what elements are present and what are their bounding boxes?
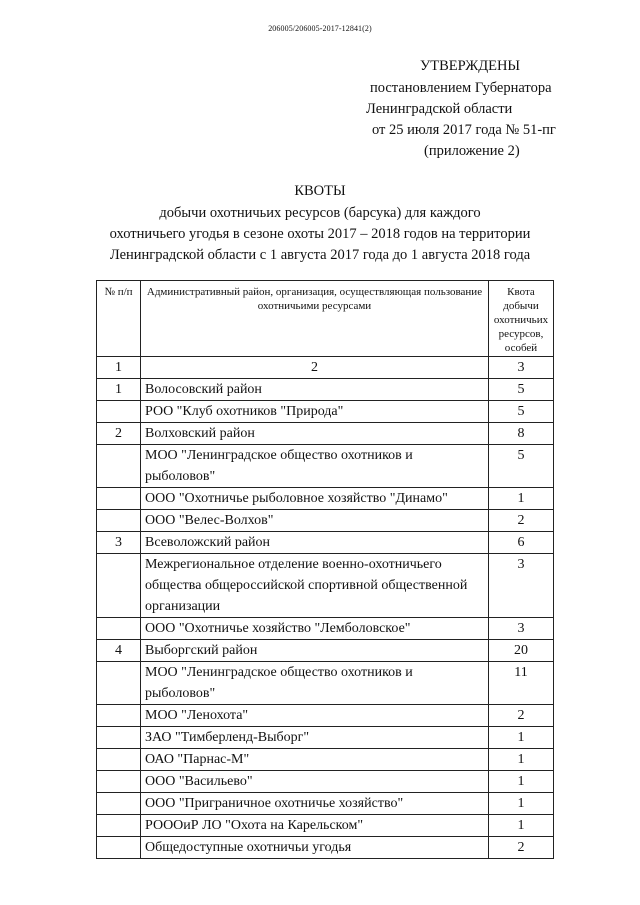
table-row	[97, 662, 554, 705]
approval-line-3: Ленинградской области	[366, 101, 513, 117]
quota-table	[96, 280, 554, 859]
row-num: 2	[97, 423, 141, 445]
column-number: 3	[489, 357, 554, 379]
row-name: ООО "Охотничье рыболовное хозяйство "Динамо"	[141, 488, 489, 510]
row-num	[97, 705, 141, 727]
approval-appendix: (приложение 2)	[424, 143, 520, 159]
approval-line-2: постановлением Губернатора	[370, 80, 552, 96]
table-row	[97, 554, 554, 618]
subtitle-line-1: добычи охотничьих ресурсов (барсука) для каждого	[159, 205, 481, 221]
row-num	[97, 554, 141, 618]
row-name: Волосовский район	[141, 379, 489, 401]
row-quota: 1	[489, 488, 554, 510]
table-row	[97, 401, 554, 423]
row-quota: 2	[489, 705, 554, 727]
row-num	[97, 749, 141, 771]
table-row	[97, 640, 554, 662]
row-name: Всеволожский район	[141, 532, 489, 554]
row-quota: 3	[489, 618, 554, 640]
header-num: № п/п	[97, 281, 141, 357]
row-num	[97, 618, 141, 640]
row-quota: 1	[489, 771, 554, 793]
table-row	[97, 423, 554, 445]
row-num	[97, 837, 141, 859]
row-quota: 6	[489, 532, 554, 554]
row-quota: 5	[489, 379, 554, 401]
table-row	[97, 445, 554, 488]
row-quota: 5	[489, 445, 554, 488]
row-name: МОО "Ленинградское общество охотников и рыболовов"	[141, 662, 489, 705]
row-name: ООО "Велес-Волхов"	[141, 510, 489, 532]
row-name: Выборгский район	[141, 640, 489, 662]
row-num	[97, 815, 141, 837]
row-num	[97, 793, 141, 815]
row-num	[97, 771, 141, 793]
header-quota: Квота добычи охотничьих ресурсов, особей	[489, 281, 554, 357]
row-name: Волховский район	[141, 423, 489, 445]
table-row	[97, 837, 554, 859]
table-row	[97, 815, 554, 837]
row-quota: 11	[489, 662, 554, 705]
table-header-row	[97, 281, 554, 357]
row-name: РОО "Клуб охотников "Природа"	[141, 401, 489, 423]
row-quota: 1	[489, 815, 554, 837]
row-quota: 1	[489, 727, 554, 749]
row-quota: 2	[489, 510, 554, 532]
document-subtitle	[0, 203, 640, 266]
document-title: КВОТЫ	[294, 183, 346, 199]
row-num: 4	[97, 640, 141, 662]
row-num	[97, 662, 141, 705]
row-num	[97, 488, 141, 510]
row-name: Общедоступные охотничьи угодья	[141, 837, 489, 859]
column-number: 1	[97, 357, 141, 379]
row-num	[97, 445, 141, 488]
table-row	[97, 749, 554, 771]
approval-date: от 25 июля 2017 года № 51-пг	[372, 122, 556, 138]
header-organization: Административный район, организация, осуществляющая пользование охотничьими ресурсами	[141, 281, 489, 357]
row-num	[97, 510, 141, 532]
column-number-row	[97, 357, 554, 379]
row-num: 3	[97, 532, 141, 554]
row-name: ООО "Охотничье хозяйство "Лемболовское"	[141, 618, 489, 640]
row-name: МОО "Ленинградское общество охотников и рыболовов"	[141, 445, 489, 488]
row-quota: 1	[489, 749, 554, 771]
table-row	[97, 793, 554, 815]
row-name: ООО "Васильево"	[141, 771, 489, 793]
document-id: 206005/206005-2017-12841(2)	[268, 24, 372, 33]
table-row	[97, 510, 554, 532]
table-row	[97, 705, 554, 727]
table-row	[97, 618, 554, 640]
subtitle-line-2: охотничьего угодья в сезоне охоты 2017 – 2018 годов на территории	[109, 226, 531, 242]
column-number: 2	[141, 357, 489, 379]
table-row	[97, 727, 554, 749]
row-quota: 20	[489, 640, 554, 662]
table-row	[97, 488, 554, 510]
approval-heading: УТВЕРЖДЕНЫ	[420, 58, 521, 74]
subtitle-line-3: Ленинградской области с 1 августа 2017 года до 1 августа 2018 года	[109, 247, 531, 263]
row-quota: 8	[489, 423, 554, 445]
row-quota: 1	[489, 793, 554, 815]
row-name: ООО "Приграничное охотничье хозяйство"	[141, 793, 489, 815]
table-row	[97, 532, 554, 554]
row-num	[97, 727, 141, 749]
row-num	[97, 401, 141, 423]
table-row	[97, 771, 554, 793]
row-name: РОООиР ЛО "Охота на Карельском"	[141, 815, 489, 837]
row-name: МОО "Ленохота"	[141, 705, 489, 727]
row-name: ЗАО "Тимберленд-Выборг"	[141, 727, 489, 749]
row-num: 1	[97, 379, 141, 401]
row-quota: 2	[489, 837, 554, 859]
table-row	[97, 379, 554, 401]
row-quota: 5	[489, 401, 554, 423]
row-name: ОАО "Парнас-М"	[141, 749, 489, 771]
row-quota: 3	[489, 554, 554, 618]
row-name: Межрегиональное отделение военно-охотничьего общества общероссийской спортивной общественной организации	[141, 554, 489, 618]
